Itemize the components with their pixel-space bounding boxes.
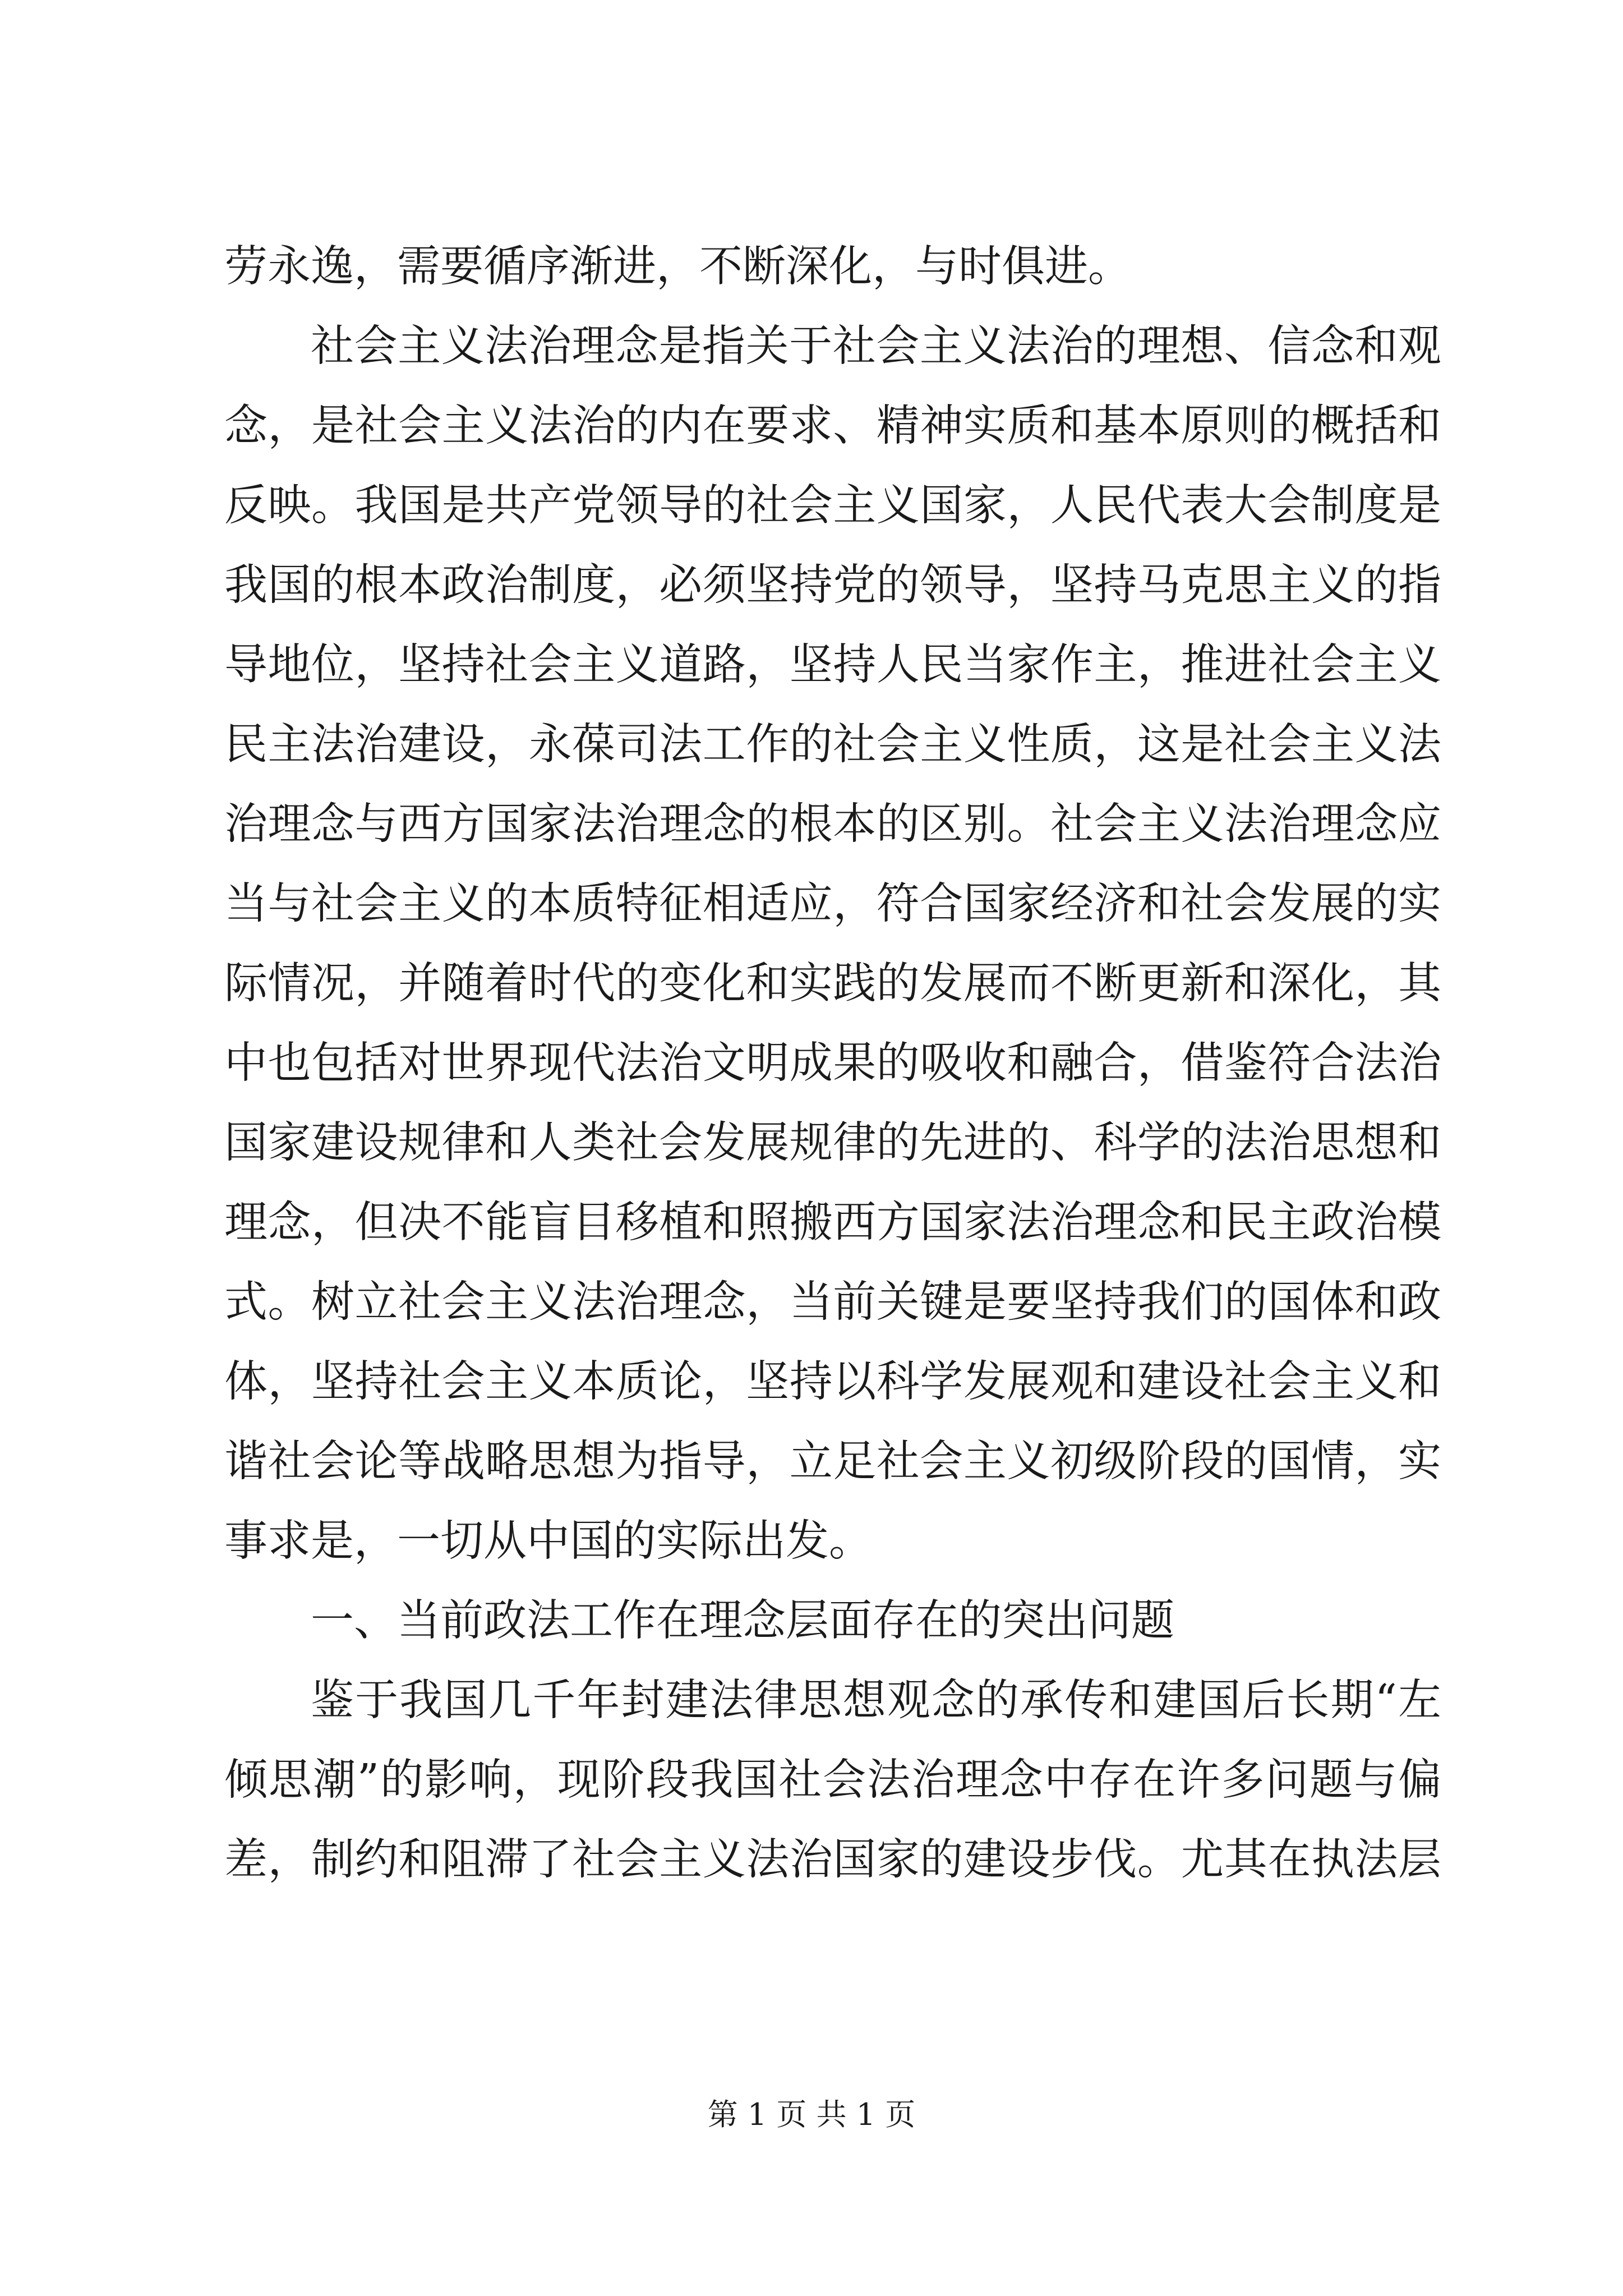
text-line: 式。树立社会主义法治理念，当前关键是要坚持我们的国体和政 bbox=[224, 1277, 1441, 1327]
text-line: 体，坚持社会主义本质论，坚持以科学发展观和建设社会主义和 bbox=[224, 1357, 1441, 1407]
document-body bbox=[224, 227, 1441, 1900]
text-line: 我国的根本政治制度，必须坚持党的领导，坚持马克思主义的指 bbox=[224, 560, 1441, 610]
text-line: 际情况，并随着时代的变化和实践的发展而不断更新和深化，其 bbox=[224, 959, 1441, 1009]
text-line: 中也包括对世界现代法治文明成果的吸收和融合，借鉴符合法治 bbox=[224, 1038, 1441, 1088]
page-footer: 第 1 页 共 1 页 bbox=[707, 2097, 916, 2132]
text-line: 倾思潮”的影响，现阶段我国社会法治理念中存在许多问题与偏 bbox=[224, 1755, 1441, 1805]
text-line: 事求是，一切从中国的实际出发。 bbox=[224, 1516, 872, 1566]
text-line: 国家建设规律和人类社会发展规律的先进的、科学的法治思想和 bbox=[224, 1118, 1441, 1168]
text-line: 导地位，坚持社会主义道路，坚持人民当家作主，推进社会主义 bbox=[224, 640, 1441, 690]
text-line: 民主法治建设，永葆司法工作的社会主义性质，这是社会主义法 bbox=[224, 720, 1441, 770]
text-line: 劳永逸，需要循序渐进，不断深化，与时俱进。 bbox=[224, 242, 1131, 292]
text-line: 念，是社会主义法治的内在要求、精神实质和基本原则的概括和 bbox=[224, 401, 1441, 451]
text-line: 当与社会主义的本质特征相适应，符合国家经济和社会发展的实 bbox=[224, 879, 1441, 929]
text-line: 差，制约和阻滞了社会主义法治国家的建设步伐。尤其在执法层 bbox=[224, 1835, 1441, 1885]
section-heading: 一、当前政法工作在理念层面存在的突出问题 bbox=[311, 1596, 1174, 1646]
text-line: 鉴于我国几千年封建法律思想观念的承传和建国后长期“左 bbox=[311, 1676, 1441, 1726]
text-line: 反映。我国是共产党领导的社会主义国家，人民代表大会制度是 bbox=[224, 481, 1441, 531]
text-line: 理念，但决不能盲目移植和照搬西方国家法治理念和民主政治模 bbox=[224, 1198, 1441, 1248]
text-line: 社会主义法治理念是指关于社会主义法治的理想、信念和观 bbox=[311, 321, 1441, 371]
text-line: 治理念与西方国家法治理念的根本的区别。社会主义法治理念应 bbox=[224, 799, 1441, 849]
text-line: 谐社会论等战略思想为指导，立足社会主义初级阶段的国情，实 bbox=[224, 1437, 1441, 1487]
